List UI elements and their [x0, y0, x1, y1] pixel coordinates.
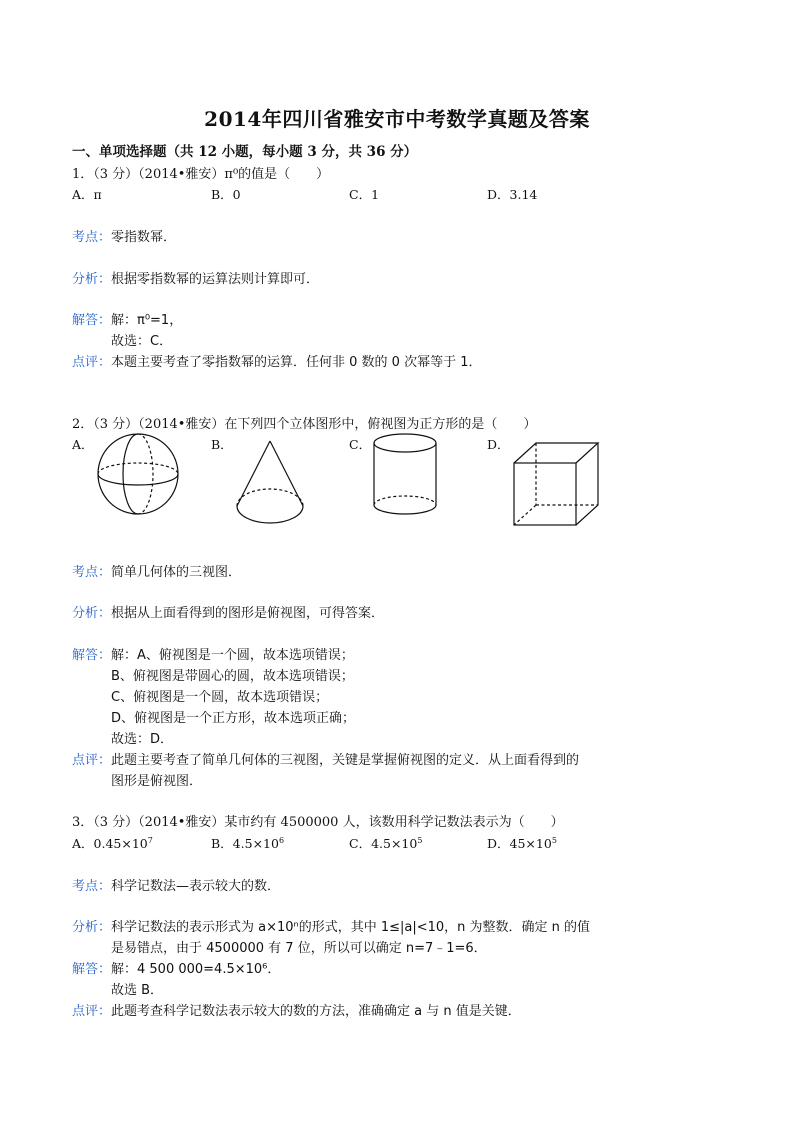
q3-fenxi-label: 分析： — [72, 920, 112, 935]
q1-option-a: A．π — [72, 187, 102, 202]
q2-kaodian-text: 简单几何体的三视图． — [111, 565, 242, 580]
q2-dianping-line-1: 此题主要考查了简单几何体的三视图，关键是掌握俯视图的定义．从上面看得到的 — [111, 753, 580, 768]
q1-kaodian-label: 考点： — [72, 230, 112, 245]
q3-dianping-text: 此题考查科学记数法表示较大的数的方法，准确确定 a 与 n 值是关键． — [111, 1004, 521, 1019]
q2-jieda-line-2: B、俯视图是带圆心的圆，故本选项错误； — [111, 669, 354, 684]
q1-fenxi-text: 根据零指数幂的运算法则计算即可． — [111, 272, 320, 287]
q3-option-b: B．$4.5\times 10^6$ — [211, 836, 285, 851]
q2-option-a: A． — [72, 437, 94, 452]
q3-jieda-line-2: 故选 B． — [111, 983, 164, 998]
question-3-stem: 3．（3 分）（2014•雅安）某市约有 4500000 人，该数用科学记数法表示为（ ） — [72, 815, 564, 830]
q1-option-c: C．1 — [349, 187, 380, 202]
q2-jieda-line-3: C、俯视图是一个圆，故本选项错误； — [111, 690, 329, 705]
q2-option-d: D． — [487, 437, 510, 452]
q3-jieda-line-1: 解：4 500 000=4.5×10⁶． — [111, 962, 281, 977]
q2-jieda-line-5: 故选：D． — [111, 732, 174, 747]
q2-jieda-line-1: 解：A、俯视图是一个圆，故本选项错误； — [111, 648, 354, 663]
cone-icon — [234, 440, 306, 526]
q2-dianping-label: 点评： — [72, 753, 112, 768]
q1-option-d: D．3.14 — [487, 187, 538, 202]
q2-option-b: B． — [211, 437, 233, 452]
q2-option-c: C． — [349, 437, 372, 452]
q2-kaodian-label: 考点： — [72, 565, 112, 580]
q1-jieda-line-2: 故选：C． — [111, 334, 173, 349]
q1-jieda-label: 解答： — [72, 313, 112, 328]
question-2-stem: 2．（3 分）（2014•雅安）在下列四个立体图形中，俯视图为正方形的是（ ） — [72, 417, 537, 432]
q3-option-d: D．$45\times 10^5$ — [487, 836, 557, 851]
q1-kaodian-text: 零指数幂． — [111, 230, 177, 245]
cylinder-icon — [372, 433, 438, 517]
q3-kaodian-label: 考点： — [72, 879, 112, 894]
q3-option-c: C．$4.5\times 10^5$ — [349, 836, 423, 851]
q3-dianping-label: 点评： — [72, 1004, 112, 1019]
q1-jieda-line-1: 解：π⁰=1， — [111, 313, 183, 328]
sphere-icon — [96, 433, 180, 515]
q1-dianping-label: 点评： — [72, 355, 112, 370]
section-heading: 一、单项选择题（共 12 小题，每小题 3 分，共 36 分） — [72, 144, 418, 160]
q3-fenxi-line-1: 科学记数法的表示形式为 a×10ⁿ的形式，其中 1≤|a|<10，n 为整数．确定 n 的值 — [111, 920, 591, 935]
cube-icon — [512, 441, 600, 527]
q3-fenxi-line-2: 是易错点，由于 4500000 有 7 位，所以可以确定 n=7﹣1=6． — [111, 941, 487, 956]
q3-kaodian-text: 科学记数法—表示较大的数． — [111, 879, 281, 894]
q1-dianping-text: 本题主要考查了零指数幂的运算．任何非 0 数的 0 次幂等于 1． — [111, 355, 482, 370]
q2-fenxi-text: 根据从上面看得到的图形是俯视图，可得答案． — [111, 606, 385, 621]
q3-jieda-label: 解答： — [72, 962, 112, 977]
q2-fenxi-label: 分析： — [72, 606, 112, 621]
page-title: 2014年四川省雅安市中考数学真题及答案 — [204, 107, 590, 131]
q1-fenxi-label: 分析： — [72, 272, 112, 287]
q2-jieda-line-4: D、俯视图是一个正方形，故本选项正确； — [111, 711, 356, 726]
q2-jieda-label: 解答： — [72, 648, 112, 663]
q2-dianping-line-2: 图形是俯视图． — [111, 774, 203, 789]
question-1-stem: 1．（3 分）（2014•雅安）π⁰的值是（ ） — [72, 167, 330, 182]
q3-option-a: A．$0.45\times 10^7$ — [72, 836, 153, 851]
q1-option-b: B．0 — [211, 187, 241, 202]
